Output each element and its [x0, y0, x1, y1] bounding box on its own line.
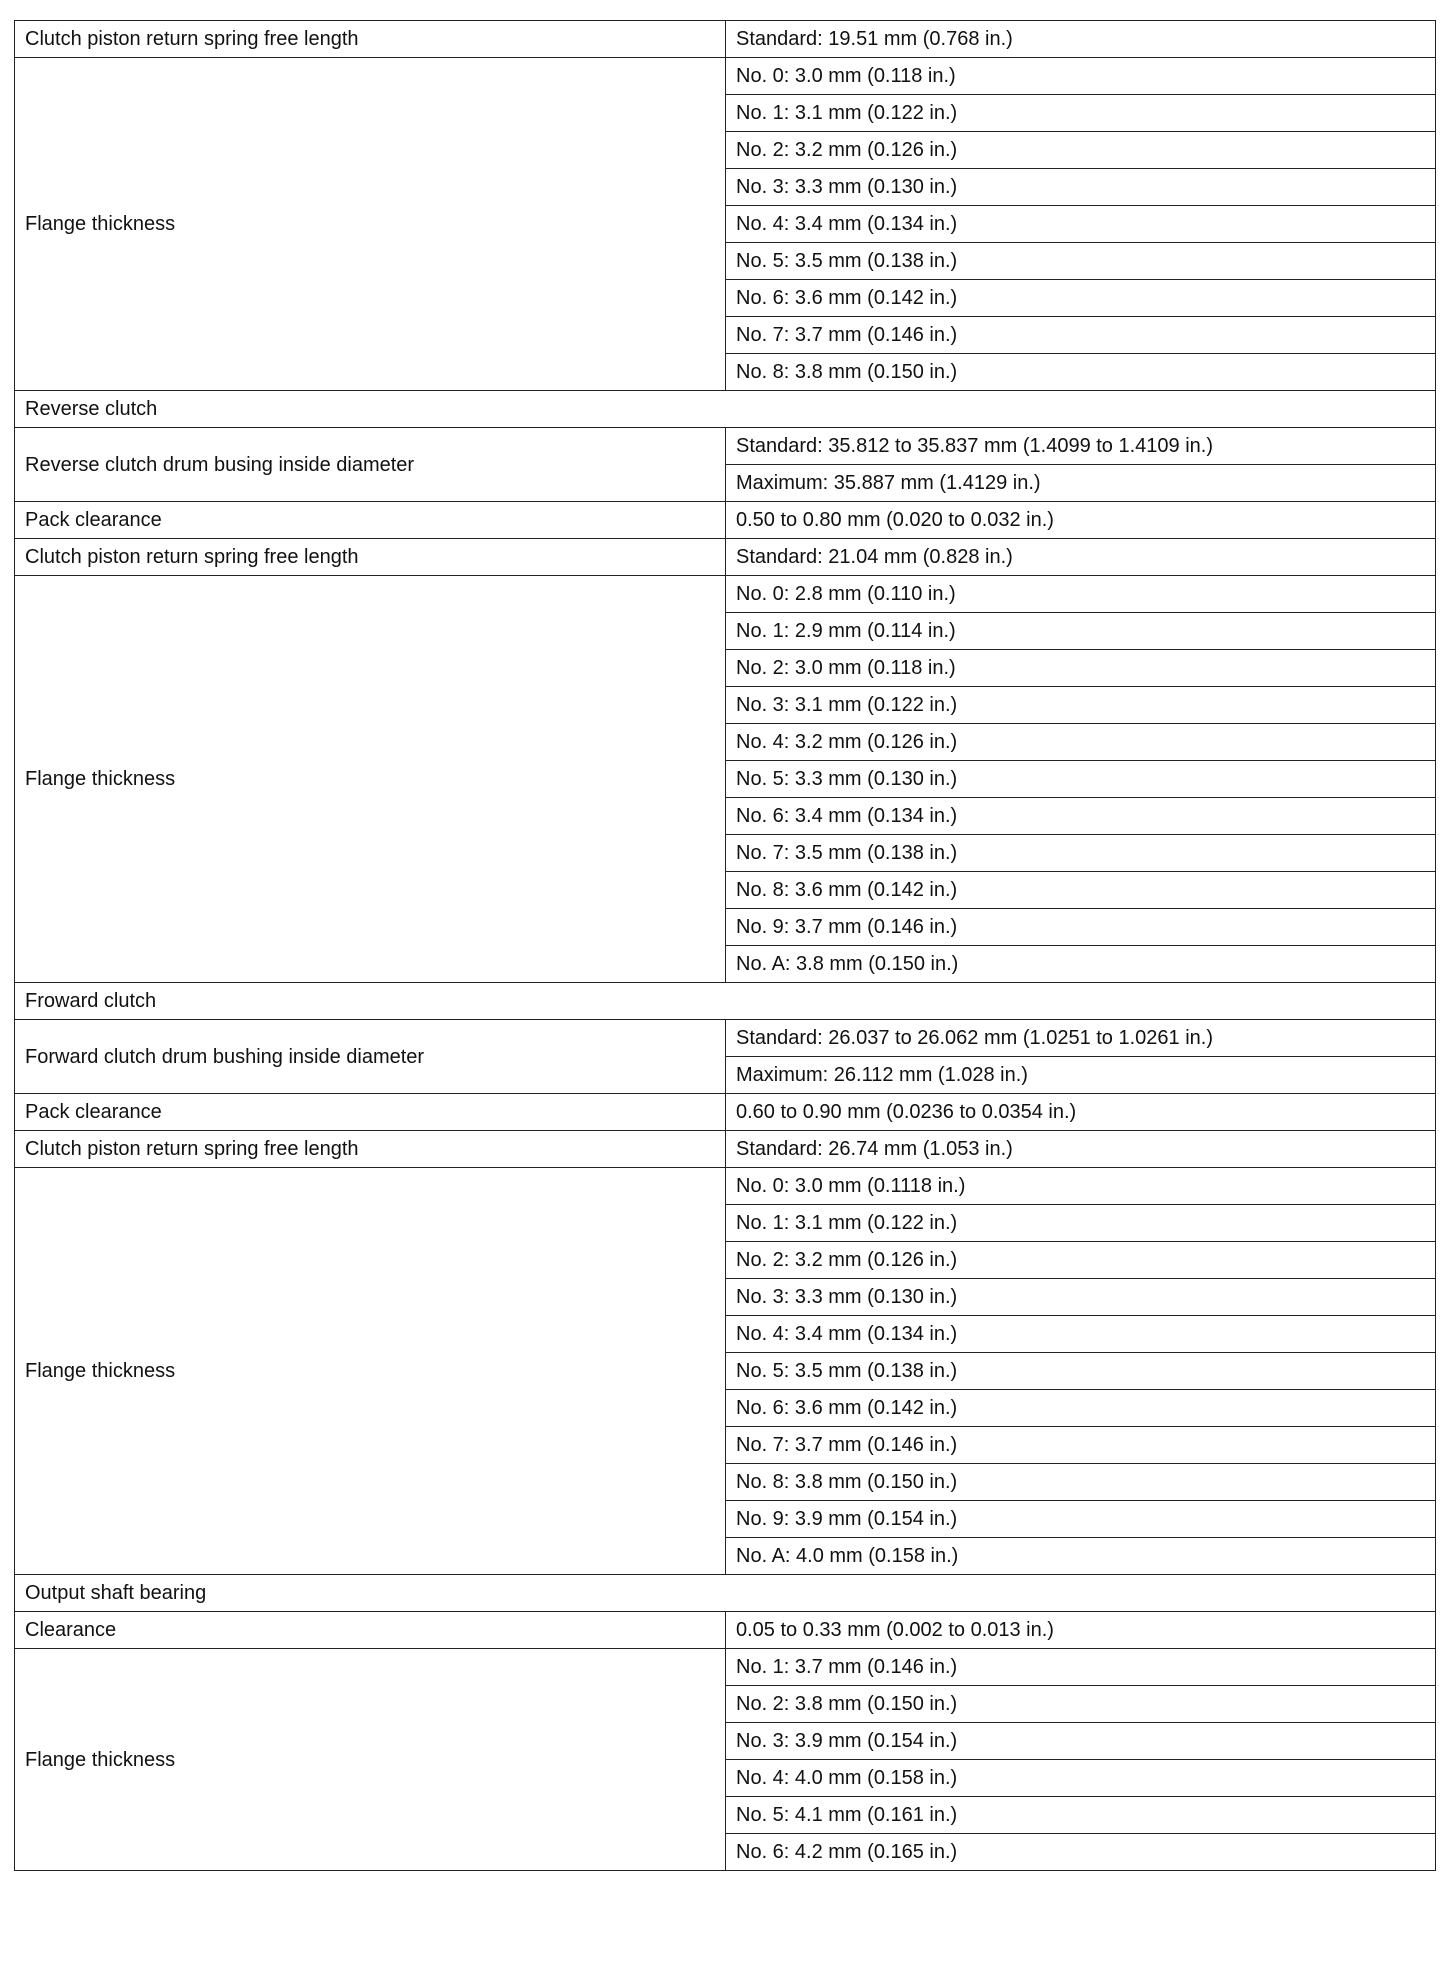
spec-value: No. 2: 3.8 mm (0.150 in.) [726, 1686, 1436, 1723]
spec-value: No. 8: 3.8 mm (0.150 in.) [726, 354, 1436, 391]
spec-value: No. 4: 3.4 mm (0.134 in.) [726, 206, 1436, 243]
spec-row [15, 576, 1436, 613]
spec-value: No. A: 3.8 mm (0.150 in.) [726, 946, 1436, 983]
spec-value: Standard: 26.037 to 26.062 mm (1.0251 to 1.0261 in.) [726, 1020, 1436, 1057]
spec-value: No. 8: 3.8 mm (0.150 in.) [726, 1464, 1436, 1501]
spec-label: Flange thickness [15, 58, 726, 391]
spec-value: 0.60 to 0.90 mm (0.0236 to 0.0354 in.) [726, 1094, 1436, 1131]
spec-value: No. 3: 3.9 mm (0.154 in.) [726, 1723, 1436, 1760]
spec-row [15, 21, 1436, 58]
spec-row [15, 502, 1436, 539]
spec-value: No. 6: 3.6 mm (0.142 in.) [726, 280, 1436, 317]
spec-label: Flange thickness [15, 576, 726, 983]
spec-label: Flange thickness [15, 1649, 726, 1871]
spec-value: Maximum: 35.887 mm (1.4129 in.) [726, 465, 1436, 502]
spec-value: No. 1: 3.7 mm (0.146 in.) [726, 1649, 1436, 1686]
spec-value: No. 9: 3.7 mm (0.146 in.) [726, 909, 1436, 946]
spec-value: No. 5: 4.1 mm (0.161 in.) [726, 1797, 1436, 1834]
spec-value: No. 3: 3.3 mm (0.130 in.) [726, 1279, 1436, 1316]
spec-row [15, 1131, 1436, 1168]
spec-value: No. 3: 3.1 mm (0.122 in.) [726, 687, 1436, 724]
spec-value: No. 5: 3.5 mm (0.138 in.) [726, 243, 1436, 280]
spec-value: Standard: 19.51 mm (0.768 in.) [726, 21, 1436, 58]
spec-row [15, 1094, 1436, 1131]
spec-value: No. 6: 4.2 mm (0.165 in.) [726, 1834, 1436, 1871]
spec-label: Pack clearance [15, 1094, 726, 1131]
spec-value: No. 1: 3.1 mm (0.122 in.) [726, 1205, 1436, 1242]
section-heading: Output shaft bearing [15, 1575, 1436, 1612]
spec-value: No. 7: 3.7 mm (0.146 in.) [726, 317, 1436, 354]
spec-value: No. 4: 3.4 mm (0.134 in.) [726, 1316, 1436, 1353]
spec-value: No. 4: 4.0 mm (0.158 in.) [726, 1760, 1436, 1797]
spec-value: No. 5: 3.5 mm (0.138 in.) [726, 1353, 1436, 1390]
spec-label: Clutch piston return spring free length [15, 539, 726, 576]
section-row [15, 1575, 1436, 1612]
spec-value: No. 6: 3.6 mm (0.142 in.) [726, 1390, 1436, 1427]
section-row [15, 391, 1436, 428]
spec-value: No. 2: 3.2 mm (0.126 in.) [726, 132, 1436, 169]
spec-value: No. 2: 3.2 mm (0.126 in.) [726, 1242, 1436, 1279]
spec-table [14, 20, 1436, 1871]
spec-row [15, 1168, 1436, 1205]
spec-value: No. 5: 3.3 mm (0.130 in.) [726, 761, 1436, 798]
spec-value: No. 1: 3.1 mm (0.122 in.) [726, 95, 1436, 132]
spec-value: Maximum: 26.112 mm (1.028 in.) [726, 1057, 1436, 1094]
spec-value: No. 0: 2.8 mm (0.110 in.) [726, 576, 1436, 613]
section-heading: Froward clutch [15, 983, 1436, 1020]
spec-value: 0.05 to 0.33 mm (0.002 to 0.013 in.) [726, 1612, 1436, 1649]
spec-row [15, 1020, 1436, 1057]
spec-value: No. 6: 3.4 mm (0.134 in.) [726, 798, 1436, 835]
spec-row [15, 58, 1436, 95]
spec-row [15, 1612, 1436, 1649]
spec-table-body [15, 21, 1436, 1871]
spec-value: No. 4: 3.2 mm (0.126 in.) [726, 724, 1436, 761]
spec-value: No. 9: 3.9 mm (0.154 in.) [726, 1501, 1436, 1538]
section-heading: Reverse clutch [15, 391, 1436, 428]
spec-value: No. 8: 3.6 mm (0.142 in.) [726, 872, 1436, 909]
spec-label: Pack clearance [15, 502, 726, 539]
spec-value: No. 1: 2.9 mm (0.114 in.) [726, 613, 1436, 650]
spec-label: Clutch piston return spring free length [15, 1131, 726, 1168]
spec-label: Reverse clutch drum busing inside diameter [15, 428, 726, 502]
spec-value: 0.50 to 0.80 mm (0.020 to 0.032 in.) [726, 502, 1436, 539]
spec-value: No. 7: 3.5 mm (0.138 in.) [726, 835, 1436, 872]
spec-value: No. 0: 3.0 mm (0.118 in.) [726, 58, 1436, 95]
spec-row [15, 428, 1436, 465]
spec-value: No. 2: 3.0 mm (0.118 in.) [726, 650, 1436, 687]
spec-value: No. 3: 3.3 mm (0.130 in.) [726, 169, 1436, 206]
spec-value: Standard: 21.04 mm (0.828 in.) [726, 539, 1436, 576]
spec-value: Standard: 35.812 to 35.837 mm (1.4099 to 1.4109 in.) [726, 428, 1436, 465]
spec-row [15, 539, 1436, 576]
spec-label: Clearance [15, 1612, 726, 1649]
spec-value: Standard: 26.74 mm (1.053 in.) [726, 1131, 1436, 1168]
section-row [15, 983, 1436, 1020]
spec-row [15, 1649, 1436, 1686]
spec-label: Clutch piston return spring free length [15, 21, 726, 58]
spec-label: Flange thickness [15, 1168, 726, 1575]
spec-label: Forward clutch drum bushing inside diameter [15, 1020, 726, 1094]
spec-value: No. A: 4.0 mm (0.158 in.) [726, 1538, 1436, 1575]
spec-value: No. 0: 3.0 mm (0.1118 in.) [726, 1168, 1436, 1205]
spec-value: No. 7: 3.7 mm (0.146 in.) [726, 1427, 1436, 1464]
